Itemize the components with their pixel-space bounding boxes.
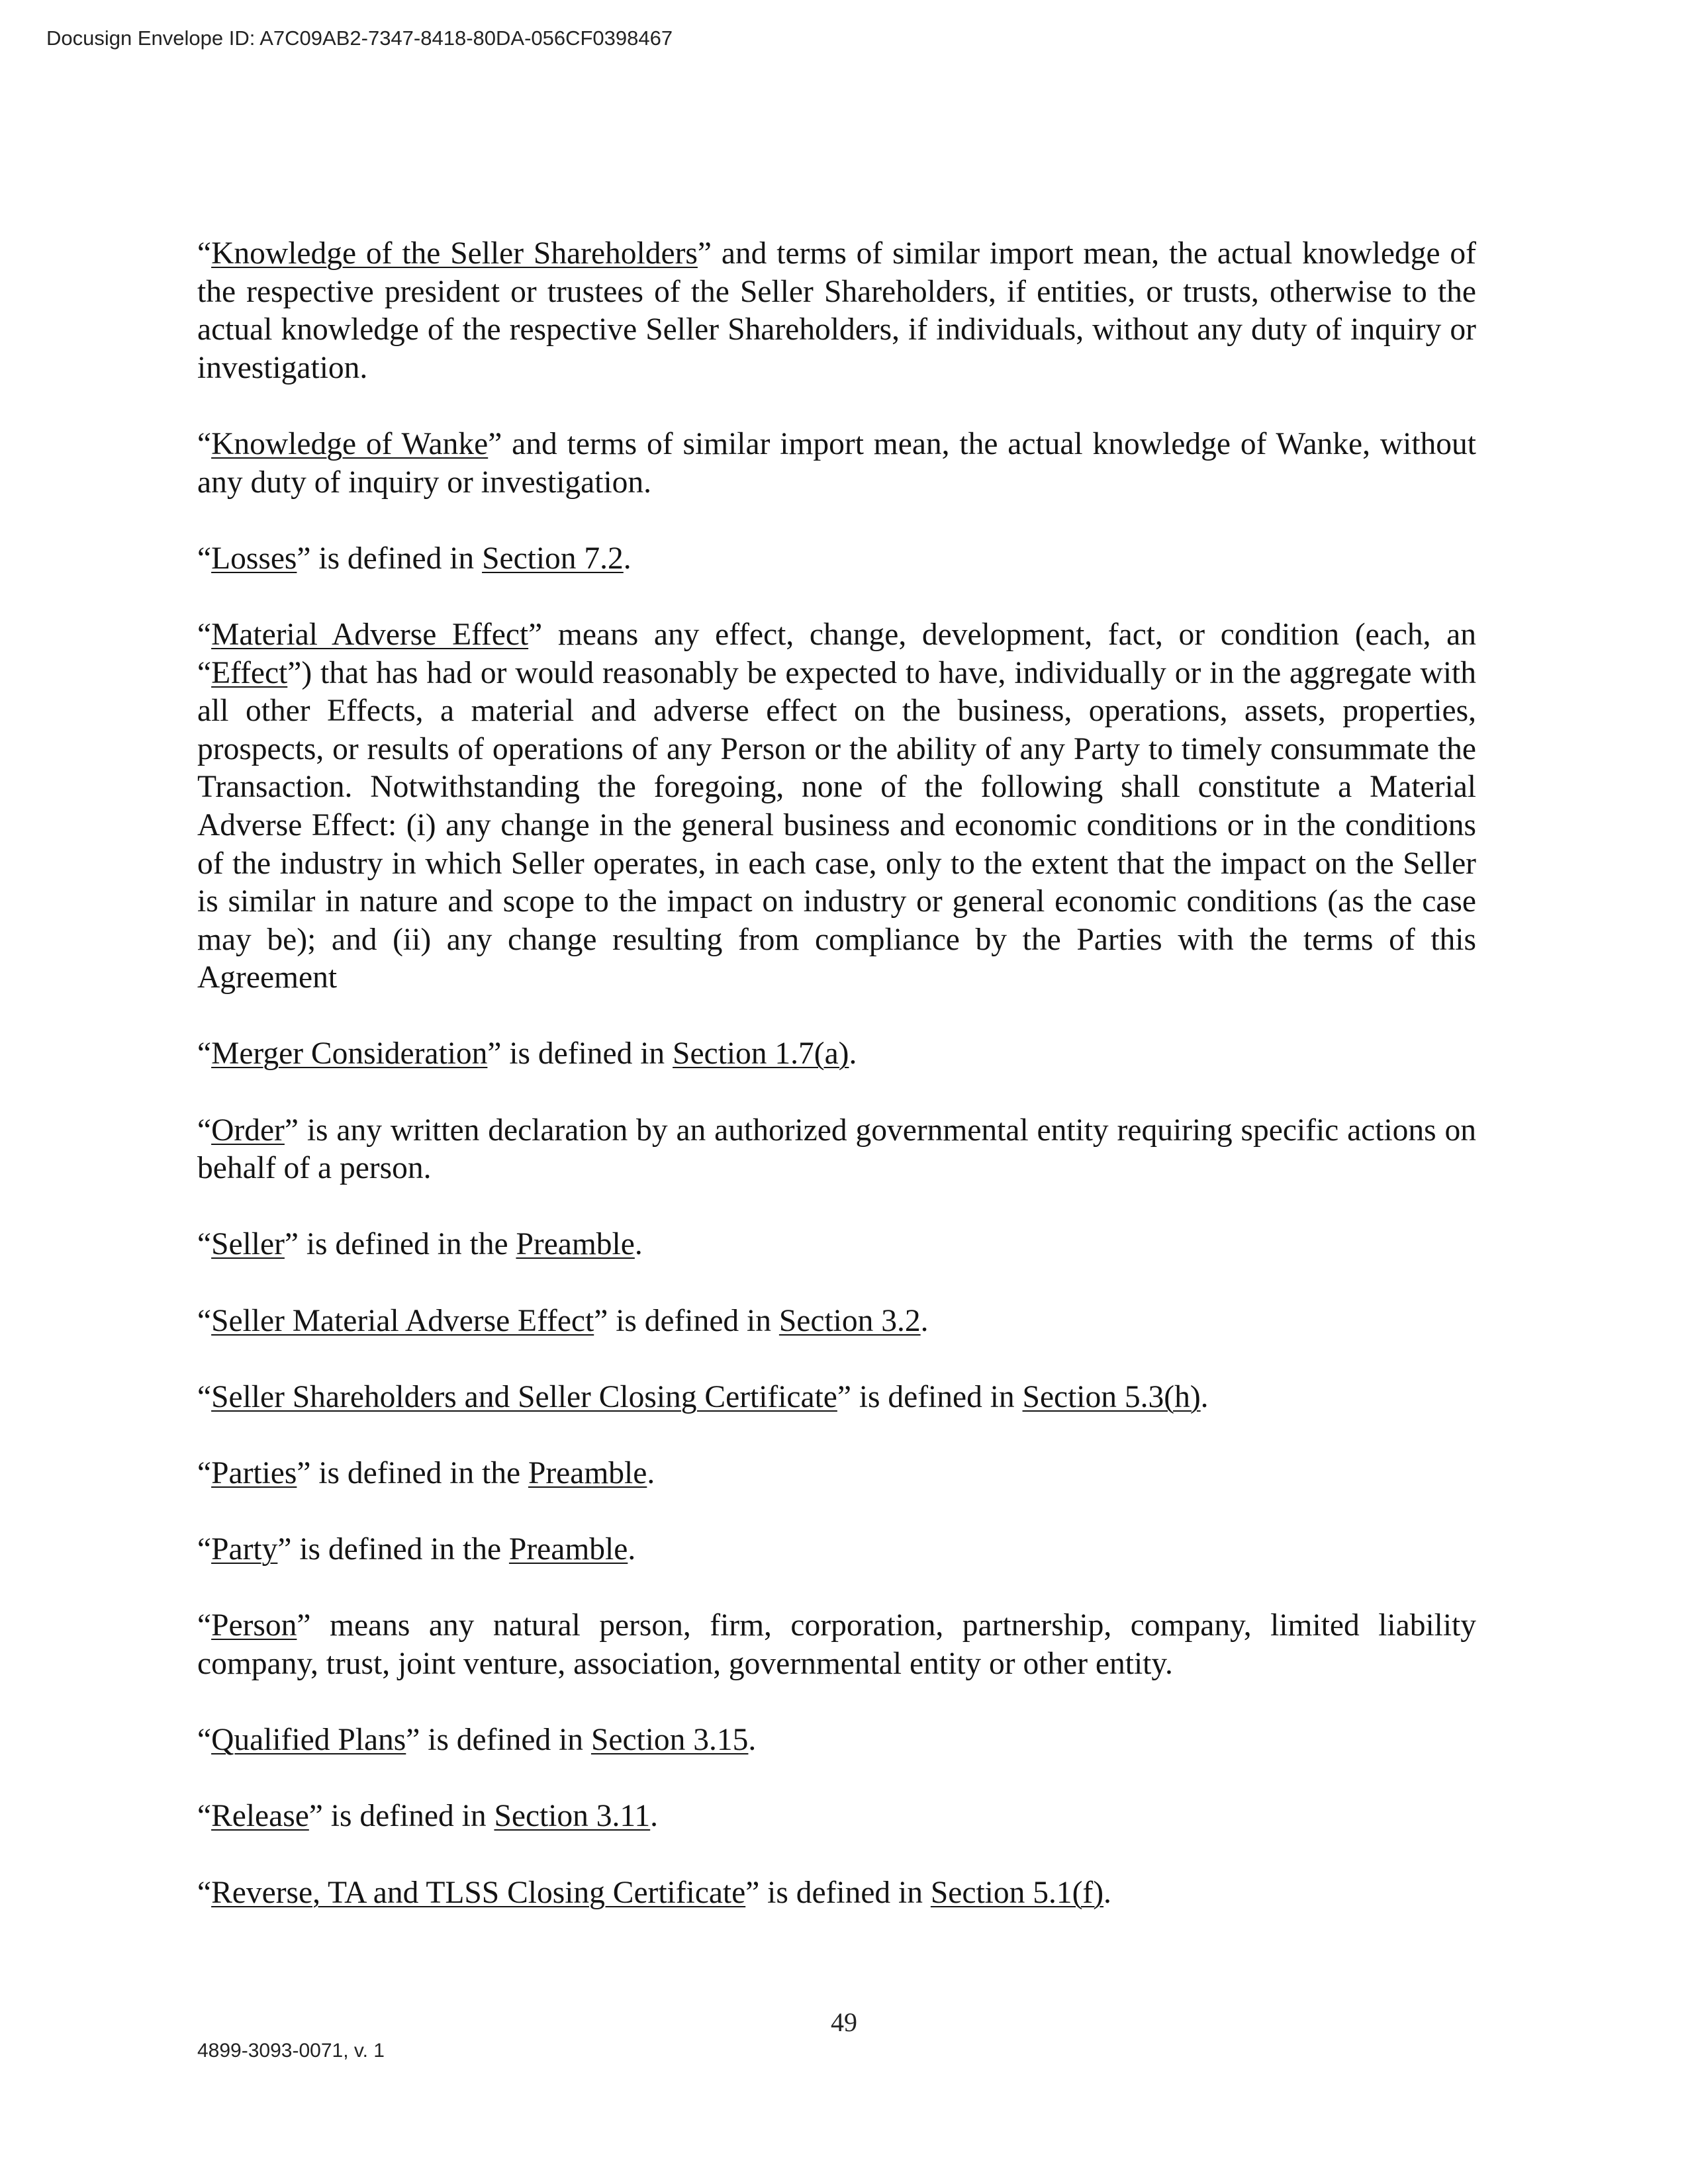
open-quote: “ [197,1875,212,1910]
end-punctuation: . [628,1532,636,1567]
section-reference: Preamble [516,1227,635,1262]
definition-text-continued: ”) that has had or would reasonably be expected to have, individually or in the aggregate with all other Effects, a material and adverse effect on the business, operations, assets, properties, prospects, or results of operations of any Person or the ability of any Party to timely consummate the Transaction. Notwithstanding the foregoing, none of the following shall constitute a Material Adverse Effect: (i) any change in the general business and economic conditions or in the conditions of the industry in which Seller operates, in each case, only to the extent that the impact on the Seller is similar in nature and scope to the impact on industry or general economic conditions (as the case may be); and (ii) any change resulting from compliance by the Parties with the terms of this Agreement [197,655,1476,995]
definition-text: is defined in the [310,1456,528,1490]
end-punctuation: . [1103,1875,1111,1910]
close-quote: ” [297,1608,311,1643]
definition-text: and terms of similar import mean, the actual knowledge of Wanke, without any duty of inquiry or investigation. [197,426,1477,500]
defined-term: Qualified Plans [211,1723,406,1758]
section-reference: Section 3.2 [778,1303,921,1338]
definition-text: means any effect, change, development, fact, or condition (each, an “ [197,617,1477,690]
open-quote: “ [197,1303,212,1338]
section-reference: Section 7.2 [482,541,624,576]
end-punctuation: . [650,1799,659,1834]
definition-text: is defined in [501,1036,673,1071]
close-quote: ” [487,1036,502,1071]
section-reference: Section 3.15 [590,1723,749,1758]
definition-knowledge-of-seller-shareholders [197,235,1476,387]
defined-term: Parties [211,1456,297,1490]
section-reference: Section 1.7(a) [673,1036,849,1071]
end-punctuation: . [623,541,632,576]
page-number: 49 [831,2007,857,2037]
definition-text: is defined in the [298,1227,516,1262]
close-quote: ” [297,541,311,576]
definition-text: is defined in [608,1303,779,1338]
defined-term: Seller Material Adverse Effect [211,1303,594,1338]
inner-defined-term: Effect [211,655,288,690]
close-quote: ” [837,1379,851,1414]
definition-reverse-ta-tlss-closing-certificate [197,1874,1476,1913]
definition-text: is defined in [759,1875,931,1910]
defined-term: Release [211,1799,309,1834]
section-reference: Preamble [508,1532,628,1567]
close-quote: ” [745,1875,760,1910]
end-punctuation: . [634,1227,643,1262]
open-quote: “ [197,1799,212,1834]
close-quote: ” [277,1532,292,1567]
definition-seller-shareholders-closing-certificate [197,1379,1476,1417]
defined-term: Knowledge of the Seller Shareholders [211,236,698,271]
end-punctuation: . [849,1036,857,1071]
end-punctuation: . [647,1456,655,1490]
defined-term: Material Adverse Effect [211,617,529,652]
definition-person [197,1607,1476,1683]
document-number: 4899-3093-0071, v. 1 [197,2040,385,2062]
open-quote: “ [197,1532,212,1567]
section-reference: Section 5.3(h) [1022,1379,1201,1414]
definition-text: is defined in [322,1799,494,1834]
open-quote: “ [197,1113,212,1148]
close-quote: ” [528,617,543,652]
open-quote: “ [197,1379,212,1414]
definition-material-adverse-effect [197,616,1476,997]
open-quote: “ [197,426,212,461]
open-quote: “ [197,1227,212,1262]
defined-term: Merger Consideration [211,1036,488,1071]
open-quote: “ [197,1723,212,1758]
definition-release [197,1797,1476,1836]
section-reference: Section 3.11 [494,1799,651,1834]
close-quote: ” [488,426,502,461]
close-quote: ” [297,1456,311,1490]
definition-text: is defined in [310,541,483,576]
section-reference: Preamble [528,1456,647,1490]
defined-term: Seller [211,1227,285,1262]
definition-text: is defined in [851,1379,1023,1414]
close-quote: ” [284,1113,299,1148]
definition-text: and terms of similar import mean, the actual knowledge of the respective president or trustees of the Seller Shareholders, if entities, or trusts, otherwise to the actual knowledge of the respective Seller Shareholders, if individuals, without any duty of inquiry or investigation. [197,236,1476,385]
close-quote: ” [697,236,712,271]
definition-party [197,1531,1476,1569]
open-quote: “ [197,1036,212,1071]
envelope-id: Docusign Envelope ID: A7C09AB2-7347-8418-80DA-056CF0398467 [46,26,673,50]
open-quote: “ [197,541,212,576]
close-quote: ” [594,1303,608,1338]
section-reference: Section 5.1(f) [930,1875,1104,1910]
definition-order [197,1112,1476,1188]
definition-seller-material-adverse-effect [197,1302,1476,1341]
open-quote: “ [197,1456,212,1490]
definition-parties [197,1455,1476,1493]
definition-losses [197,540,1476,578]
definition-text: is defined in the [291,1532,509,1567]
defined-term: Seller Shareholders and Seller Closing Certificate [211,1379,837,1414]
defined-term: Party [211,1532,278,1567]
open-quote: “ [197,236,212,271]
definition-text: is defined in [420,1723,591,1758]
defined-term: Order [211,1113,285,1148]
end-punctuation: . [920,1303,929,1338]
definition-merger-consideration [197,1035,1476,1073]
definition-seller [197,1226,1476,1264]
close-quote: ” [284,1227,299,1262]
close-quote: ” [406,1723,420,1758]
definition-text: means any natural person, firm, corporation, partnership, company, limited liability company, trust, joint venture, association, governmental entity or other entity. [197,1608,1476,1681]
end-punctuation: . [1200,1379,1209,1414]
defined-term: Knowledge of Wanke [211,426,489,461]
close-quote: ” [308,1799,323,1834]
definition-text: is any written declaration by an authorized governmental entity requiring specific actions on behalf of a person. [197,1113,1476,1186]
defined-term: Reverse, TA and TLSS Closing Certificate [211,1875,746,1910]
open-quote: “ [197,1608,212,1643]
defined-term: Person [211,1608,297,1643]
end-punctuation: . [748,1723,757,1758]
open-quote: “ [197,617,212,652]
definition-qualified-plans [197,1721,1476,1760]
definition-knowledge-of-wanke [197,426,1476,502]
defined-term: Losses [211,541,297,576]
definitions-list [197,235,1476,1950]
